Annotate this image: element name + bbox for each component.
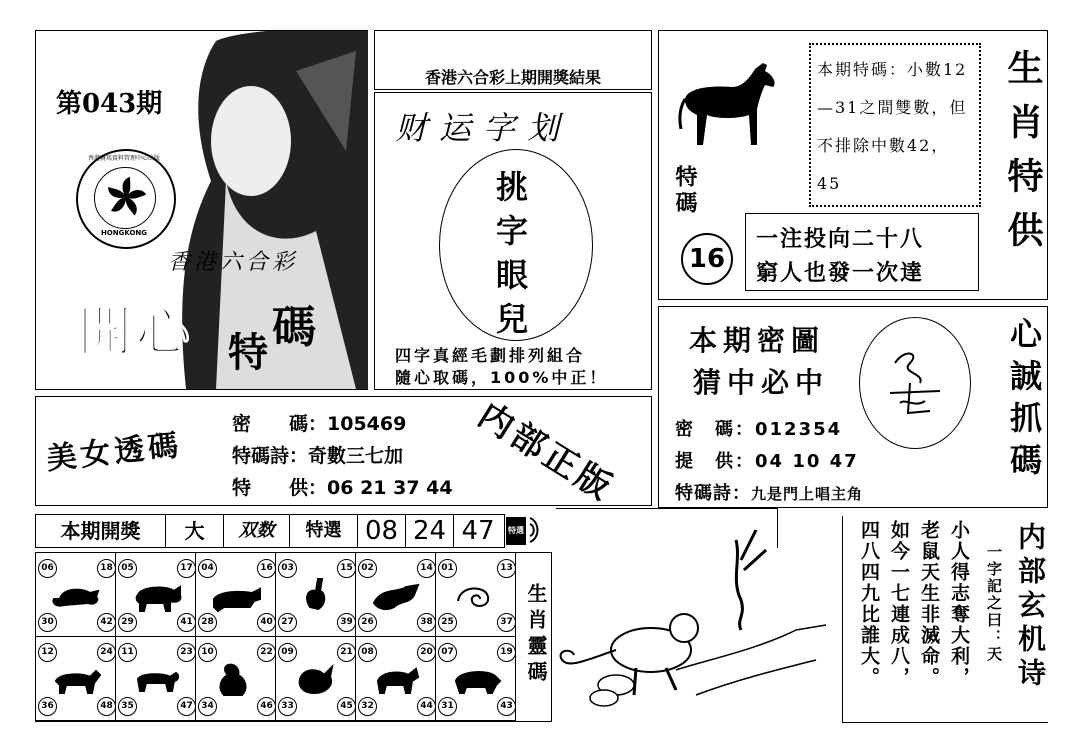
zodiac-animal-icon <box>290 577 342 615</box>
horse-icon <box>677 59 782 149</box>
result-header-box <box>374 30 652 90</box>
zodiac-number: 31 <box>438 697 457 716</box>
zodiac-number: 29 <box>118 613 137 632</box>
zodiac-animal-icon <box>130 661 182 699</box>
zodiac-number: 45 <box>337 697 356 716</box>
zodiac-number: 28 <box>198 613 217 632</box>
zodiac-number: 37 <box>497 613 516 632</box>
secret-tigong <box>675 447 859 473</box>
zodiac-number: 23 <box>177 643 196 662</box>
brand-panel <box>35 30 368 390</box>
zodiac-number: 11 <box>118 643 137 662</box>
zodiac-number: 06 <box>38 559 57 578</box>
wifi-icon <box>526 510 550 550</box>
zodiac-number: 46 <box>257 697 276 716</box>
zodiac-number: 43 <box>497 697 516 716</box>
zodiac-cell <box>276 553 356 637</box>
brand-title-3: 碼 <box>272 302 316 353</box>
zodiac-animal-icon <box>210 661 262 699</box>
poem-hint: 一字記之曰：天 <box>985 544 1003 663</box>
zodiac-animal-icon <box>450 661 502 699</box>
zodiac-number: 26 <box>358 613 377 632</box>
zodiac-number: 47 <box>177 697 196 716</box>
zodiac-number: 07 <box>438 643 457 662</box>
zodiac-cell <box>196 637 276 721</box>
zodiac-cell <box>276 637 356 721</box>
brand-title-2: 特 <box>228 330 268 376</box>
special-number: 16 <box>681 233 733 285</box>
zodiac-number: 22 <box>257 643 276 662</box>
poem-col-4: 四八四九比誰大。 <box>858 520 880 688</box>
draw-tag: 特選 <box>506 517 526 545</box>
zodiac-number: 20 <box>417 643 436 662</box>
logo-bottom-text: HONGKONG <box>100 229 148 237</box>
beauty-tegong-value: 06 21 37 44 <box>327 477 453 499</box>
beauty-poem-label: 特碼詩： <box>232 445 309 467</box>
zodiac-number: 33 <box>278 697 297 716</box>
beauty-tegong-label: 特 供： <box>232 477 328 499</box>
oval-char-4: 兒 <box>496 300 529 338</box>
zodiac-animal-icon <box>370 661 422 699</box>
zodiac-number: 21 <box>337 643 356 662</box>
scribble-icon <box>880 343 950 423</box>
beauty-mima <box>232 409 406 436</box>
special-label <box>669 165 700 217</box>
zodiac-cell <box>36 553 116 637</box>
zodiac-animal-icon <box>130 577 182 615</box>
beauty-mima-value: 105469 <box>327 413 407 435</box>
fortune-title: 财运字划 <box>395 109 572 147</box>
beauty-tegong <box>232 473 453 500</box>
zodiac-cell <box>36 637 116 721</box>
zodiac-special-panel <box>658 30 1048 300</box>
logo-ring-text: 香港賽馬資料管理中心出版 <box>87 155 160 162</box>
secret-tigong-label: 提 供： <box>675 451 755 472</box>
beauty-mima-label: 密 碼： <box>232 413 328 435</box>
scene-frame <box>556 508 778 510</box>
issue-label: 第043期 <box>54 83 164 120</box>
zodiac-number: 34 <box>198 697 217 716</box>
zodiac-number: 17 <box>177 559 196 578</box>
brand-subtitle: 香港六合彩 <box>168 250 299 275</box>
secret-side-title: 心誠抓碼 <box>1005 317 1043 485</box>
draw-bar <box>35 514 505 548</box>
zodiac-number: 40 <box>257 613 276 632</box>
oval-char-1: 挑 <box>496 168 529 206</box>
saying-line-2: 窮人也發一次達 <box>756 260 925 286</box>
zodiac-animal-icon <box>290 661 342 699</box>
zodiac-number: 04 <box>198 559 217 578</box>
zodiac-cell <box>116 553 196 637</box>
poem-col-1: 小人得志奪大利， <box>948 520 970 688</box>
draw-label: 本期開獎 <box>36 515 166 547</box>
beauty-stamp: 内部正版 <box>471 395 622 510</box>
special-desc-box <box>809 43 981 207</box>
zodiac-cell <box>356 553 436 637</box>
brand-title-1: 開心 <box>78 300 194 363</box>
fortune-line-1: 四字真經毛劃排列組合 <box>395 346 586 365</box>
beauty-poem-value: 奇數三七加 <box>308 445 404 467</box>
zodiac-number: 18 <box>97 559 116 578</box>
poem-frame <box>842 516 844 722</box>
zodiac-number: 24 <box>97 643 116 662</box>
zodiac-number: 48 <box>97 697 116 716</box>
draw-pick-2: 24 <box>406 515 454 547</box>
zodiac-number: 39 <box>337 613 356 632</box>
poem-col-2: 老鼠天生非滅命。 <box>918 520 940 688</box>
draw-pick-label: 特選 <box>290 515 358 547</box>
zodiac-number: 02 <box>358 559 377 578</box>
fortune-oval <box>439 149 593 341</box>
fortune-panel <box>374 92 652 390</box>
zodiac-number: 03 <box>278 559 297 578</box>
special-desc: 本期特碼：小數12—31之間雙數，但不排除中數42，45 <box>817 60 968 193</box>
beauty-poem <box>232 441 403 468</box>
zodiac-number: 16 <box>257 559 276 578</box>
zodiac-number: 44 <box>417 697 436 716</box>
zodiac-number: 38 <box>417 613 436 632</box>
zodiac-number: 32 <box>358 697 377 716</box>
zodiac-number: 30 <box>38 613 57 632</box>
draw-pick-1: 08 <box>358 515 406 547</box>
zodiac-number: 08 <box>358 643 377 662</box>
special-label-1: 特 <box>672 165 697 191</box>
monkey-scene <box>556 520 836 720</box>
zodiac-number: 09 <box>278 643 297 662</box>
zodiac-number: 12 <box>38 643 57 662</box>
secret-poem <box>675 479 863 505</box>
grid-side-label: 生肖靈碼 <box>524 583 548 687</box>
zodiac-number: 41 <box>177 613 196 632</box>
draw-size: 大 <box>166 515 224 547</box>
draw-pick-3: 47 <box>461 516 495 546</box>
saying-box <box>745 213 979 291</box>
secret-mima-value: 012354 <box>755 419 843 440</box>
secret-poem-value: 九是門上唱主角 <box>751 485 864 503</box>
secret-poem-label: 特碼詩： <box>675 483 751 504</box>
oval-char-3: 眼 <box>496 256 529 294</box>
special-label-2: 碼 <box>672 191 697 217</box>
secret-tigong-value: 04 10 47 <box>755 451 859 472</box>
saying-line-1: 一注投向二十八 <box>756 226 925 252</box>
zodiac-cell <box>436 553 516 637</box>
bauhinia-icon <box>104 175 148 219</box>
secret-drawing <box>859 317 971 449</box>
hk-logo <box>76 149 176 249</box>
secret-mima <box>675 415 842 441</box>
poem-col-3: 如今一七連成八， <box>888 520 910 688</box>
zodiac-number: 14 <box>417 559 436 578</box>
zodiac-number: 15 <box>337 559 356 578</box>
poem-frame-bottom <box>842 722 1048 724</box>
draw-parity: 双数 <box>224 515 290 547</box>
zodiac-animal-icon <box>210 577 262 615</box>
poem-title: 内部玄机诗 <box>1014 522 1047 692</box>
zodiac-animal-icon <box>50 661 102 699</box>
zodiac-animal-icon <box>50 577 102 615</box>
secret-subtitle: 猜中必中 <box>693 366 830 399</box>
result-header: 香港六合彩上期開獎結果 <box>424 68 601 87</box>
zodiac-number: 35 <box>118 697 137 716</box>
secret-title: 本期密圖 <box>689 324 826 357</box>
zodiac-number: 27 <box>278 613 297 632</box>
oval-char-2: 字 <box>496 212 529 250</box>
secret-chart-panel <box>658 306 1048 508</box>
zodiac-cell <box>436 637 516 721</box>
fortune-line-2: 隨心取碼，100%中正！ <box>395 368 609 387</box>
zodiac-number: 19 <box>497 643 516 662</box>
beauty-title: 美女透碼 <box>44 427 184 477</box>
zodiac-side-title: 生肖特供 <box>1002 49 1043 265</box>
zodiac-number: 05 <box>118 559 137 578</box>
zodiac-animal-icon <box>450 577 502 615</box>
zodiac-number: 25 <box>438 613 457 632</box>
zodiac-animal-icon <box>370 577 422 615</box>
zodiac-cell <box>196 553 276 637</box>
zodiac-number: 10 <box>198 643 217 662</box>
zodiac-number: 01 <box>438 559 457 578</box>
zodiac-cell <box>116 637 196 721</box>
zodiac-grid <box>35 552 552 722</box>
beauty-panel <box>35 395 652 510</box>
zodiac-number: 36 <box>38 697 57 716</box>
zodiac-number: 42 <box>97 613 116 632</box>
zodiac-number: 13 <box>497 559 516 578</box>
secret-mima-label: 密 碼： <box>675 419 755 440</box>
zodiac-cell <box>356 637 436 721</box>
